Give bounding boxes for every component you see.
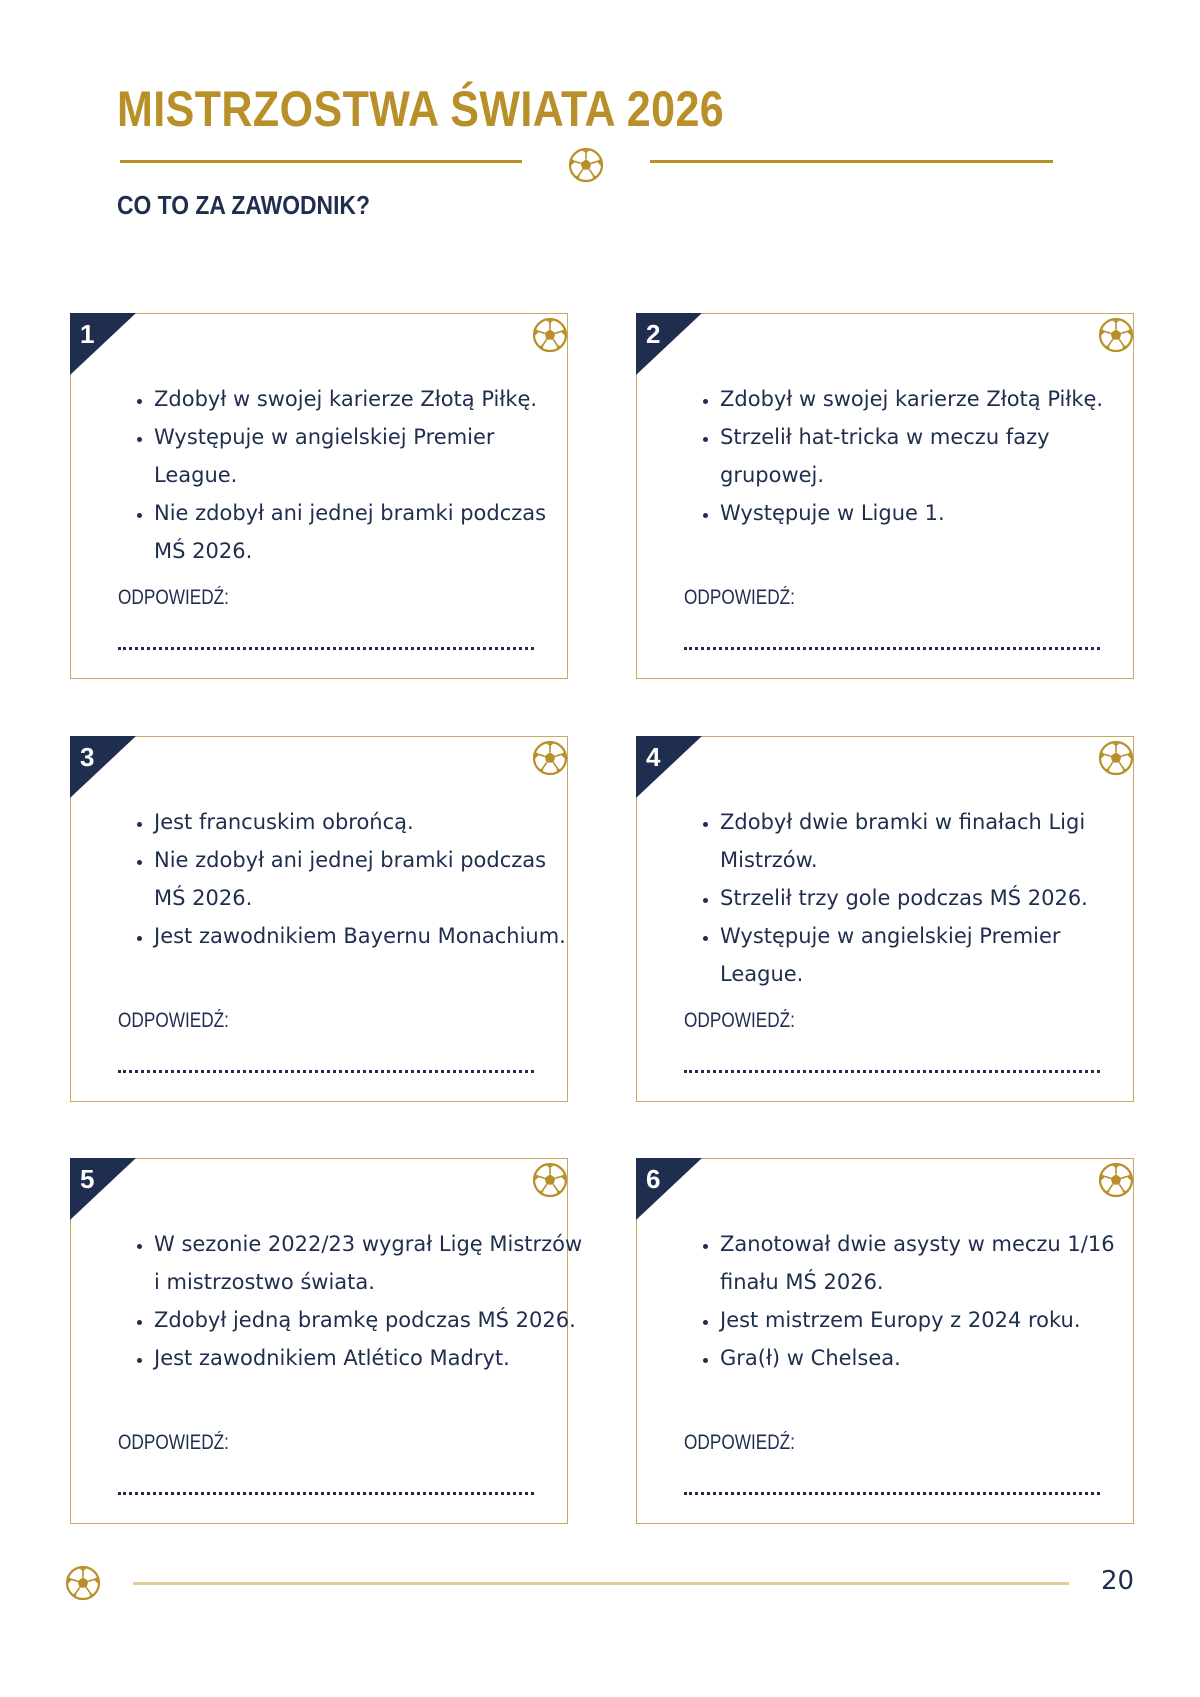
clue-item: • Gra(ł) w Chelsea. <box>720 1339 1150 1377</box>
clue-list <box>121 1225 584 1377</box>
card-number: 2 <box>646 319 661 349</box>
soccer-ball-icon <box>1098 1162 1134 1198</box>
card-number: 1 <box>80 319 95 349</box>
answer-label: ODPOWIEDŹ: <box>118 1431 229 1454</box>
page-title: MISTRZOSTWA ŚWIATA 2026 <box>117 81 725 137</box>
clue-item: • Nie zdobył ani jednej bramki podczas MŚ 2026. <box>154 494 584 570</box>
answer-write-line <box>684 1492 1100 1495</box>
clue-list <box>687 803 1150 993</box>
answer-write-line <box>118 1492 534 1495</box>
clue-item: • Zdobył jedną bramkę podczas MŚ 2026. <box>154 1301 584 1339</box>
answer-write-line <box>684 1070 1100 1073</box>
quiz-card <box>636 736 1134 1102</box>
clue-item: • Strzelił hat-tricka w meczu fazy grupowej. <box>720 418 1150 494</box>
clue-list <box>121 380 584 570</box>
answer-label: ODPOWIEDŹ: <box>684 1009 795 1032</box>
clue-item: • Występuje w Ligue 1. <box>720 494 1150 532</box>
soccer-ball-icon <box>1098 740 1134 776</box>
soccer-ball-icon <box>532 1162 568 1198</box>
answer-write-line <box>118 1070 534 1073</box>
clue-list <box>121 803 584 955</box>
soccer-ball-icon <box>532 740 568 776</box>
clue-item: • Jest zawodnikiem Atlético Madryt. <box>154 1339 584 1377</box>
answer-label: ODPOWIEDŹ: <box>684 586 795 609</box>
card-number: 4 <box>646 742 661 772</box>
clue-item: • Zdobył w swojej karierze Złotą Piłkę. <box>154 380 584 418</box>
answer-write-line <box>118 647 534 650</box>
soccer-ball-icon <box>1098 317 1134 353</box>
clue-item: • Zdobył dwie bramki w finałach Ligi Mistrzów. <box>720 803 1150 879</box>
soccer-ball-icon <box>65 1565 101 1601</box>
clue-list <box>687 1225 1150 1377</box>
clue-item: • Jest francuskim obrońcą. <box>154 803 584 841</box>
card-number: 3 <box>80 742 95 772</box>
soccer-ball-icon <box>568 147 604 183</box>
quiz-card <box>636 313 1134 679</box>
title-divider-left <box>120 160 522 163</box>
quiz-card <box>70 1158 583 1524</box>
quiz-card <box>70 736 568 1102</box>
quiz-card <box>70 313 568 679</box>
page-number: 20 <box>1101 1566 1135 1596</box>
answer-label: ODPOWIEDŹ: <box>118 586 229 609</box>
answer-label: ODPOWIEDŹ: <box>684 1431 795 1454</box>
clue-item: • Nie zdobył ani jednej bramki podczas MŚ 2026. <box>154 841 584 917</box>
clue-item: • Zanotował dwie asysty w meczu 1/16 finału MŚ 2026. <box>720 1225 1150 1301</box>
clue-item: • Strzelił trzy gole podczas MŚ 2026. <box>720 879 1150 917</box>
answer-write-line <box>684 647 1100 650</box>
clue-item: • W sezonie 2022/23 wygrał Ligę Mistrzów i mistrzostwo świata. <box>154 1225 584 1301</box>
footer-divider <box>133 1582 1069 1585</box>
clue-item: • Jest mistrzem Europy z 2024 roku. <box>720 1301 1150 1339</box>
answer-label: ODPOWIEDŹ: <box>118 1009 229 1032</box>
clue-item: • Występuje w angielskiej Premier League. <box>154 418 584 494</box>
page-subtitle: CO TO ZA ZAWODNIK? <box>117 190 370 220</box>
soccer-ball-icon <box>532 317 568 353</box>
clue-item: • Zdobył w swojej karierze Złotą Piłkę. <box>720 380 1150 418</box>
card-number: 6 <box>646 1164 661 1194</box>
clue-item: • Występuje w angielskiej Premier League. <box>720 917 1150 993</box>
quiz-card <box>636 1158 1134 1524</box>
clue-item: • Jest zawodnikiem Bayernu Monachium. <box>154 917 584 955</box>
title-divider-right <box>650 160 1053 163</box>
card-number: 5 <box>80 1164 95 1194</box>
clue-list <box>687 380 1150 532</box>
